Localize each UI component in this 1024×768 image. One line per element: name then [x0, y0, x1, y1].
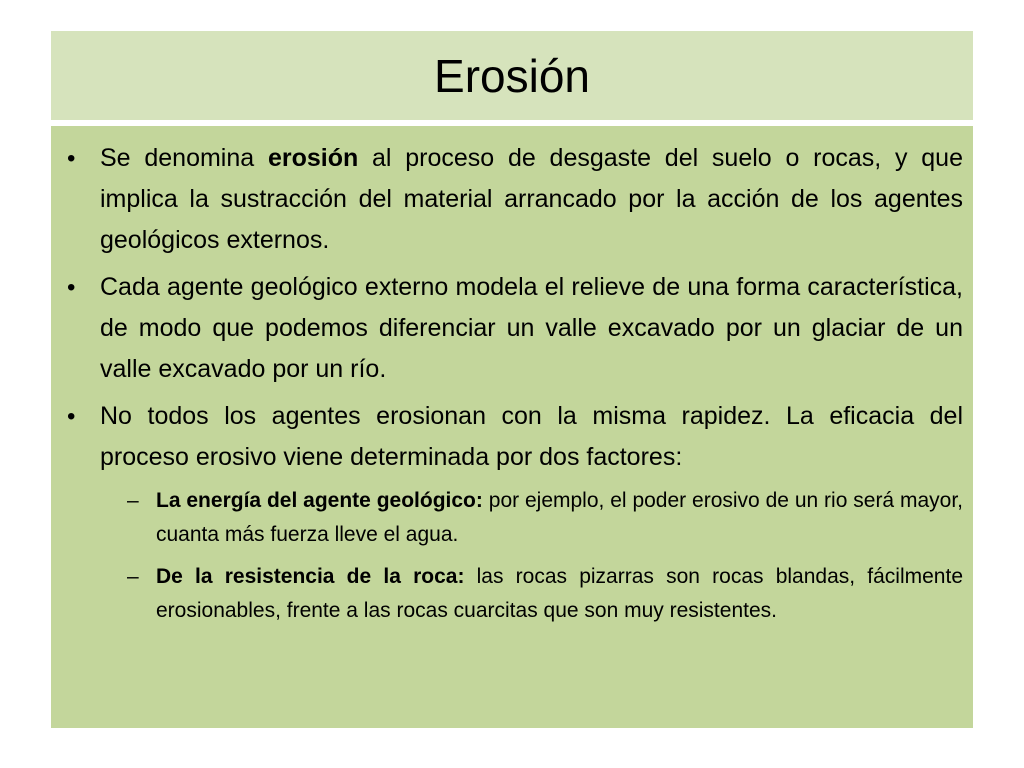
sub-bullet-text: [156, 560, 963, 628]
bullet-text-pre: Cada agente geológico externo modela el relieve de una forma característica, de modo que podemos diferenciar un valle excavado por un glaciar de un valle excavado por un río.: [100, 273, 963, 383]
bullet-text: [100, 396, 963, 478]
slide-title: Erosión: [434, 49, 590, 102]
sub-bullet-heading: De la resistencia de la roca:: [156, 565, 465, 588]
bullet-text-bold: erosión: [267, 144, 359, 172]
sub-bullet-item: [120, 560, 963, 628]
sub-bullet-body: por ejemplo, el poder erosivo de un rio será mayor, cuanta más fuerza lleve el agua.: [156, 489, 964, 546]
bullet-text-pre: Se denomina: [100, 144, 268, 172]
bullet-item: [63, 138, 963, 261]
content-panel: [51, 126, 973, 728]
bullet-item: [63, 396, 963, 478]
bullet-text: [100, 267, 963, 390]
title-bar: [51, 31, 973, 120]
dash-icon: –: [127, 489, 139, 512]
bullet-text-pre: No todos los agentes erosionan con la misma rapidez. La eficacia del proceso erosivo viene determinada por dos factores:: [100, 402, 963, 471]
bullet-text-post: al proceso de desgaste del suelo o rocas, y que implica la sustracción del material arrancado por la acción de los agentes geológicos externos.: [100, 144, 963, 254]
bullet-item: [63, 267, 963, 390]
sub-bullet-body: las rocas pizarras son rocas blandas, fácilmente erosionables, frente a las rocas cuarcitas que son muy resistentes.: [156, 565, 963, 622]
sub-bullet-item: [120, 484, 963, 552]
bullet-list: [63, 138, 963, 478]
sub-bullet-text: [156, 484, 963, 552]
bullet-icon: •: [67, 274, 76, 301]
bullet-icon: •: [67, 403, 76, 430]
sub-bullet-heading: La energía del agente geológico:: [156, 489, 483, 512]
sub-bullet-list: [63, 484, 963, 628]
bullet-text: [100, 138, 963, 261]
bullet-icon: •: [67, 145, 76, 172]
dash-icon: –: [127, 565, 139, 588]
